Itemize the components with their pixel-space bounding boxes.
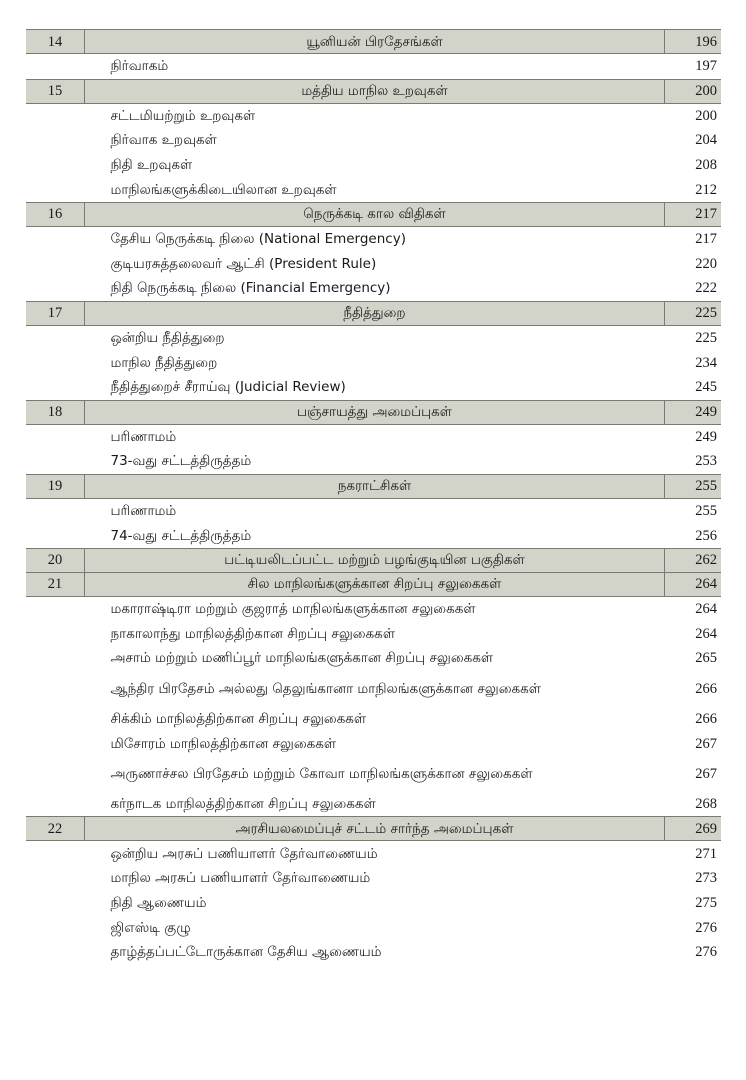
page-number: 200 bbox=[695, 107, 717, 124]
section-title: தாழ்த்தப்பட்டோருக்கான தேசிய ஆணையம் bbox=[110, 944, 382, 961]
section-row bbox=[26, 375, 721, 400]
section-title: பரிணாமம் bbox=[110, 503, 177, 520]
chapter-number: 17 bbox=[26, 301, 85, 325]
chapter-number: 22 bbox=[26, 817, 85, 841]
chapter-number: 19 bbox=[26, 474, 85, 498]
chapter-row bbox=[26, 817, 721, 841]
chapter-title: நெருக்கடி கால விதிகள் bbox=[85, 202, 665, 226]
chapter-number: 18 bbox=[26, 400, 85, 424]
page-number: 200 bbox=[665, 79, 722, 103]
section-row bbox=[26, 54, 721, 80]
section-title: நிதி ஆணையம் bbox=[110, 894, 207, 911]
section-row bbox=[26, 350, 721, 375]
page-number: 256 bbox=[695, 527, 717, 544]
page-number: 266 bbox=[695, 710, 717, 727]
chapter-number: 15 bbox=[26, 79, 85, 103]
section-row bbox=[26, 523, 721, 548]
page-number: 255 bbox=[665, 474, 722, 498]
section-title: நிதி நெருக்கடி நிலை (Financial Emergency) bbox=[110, 280, 391, 297]
section-title: நாகாலாந்து மாநிலத்திற்கான சிறப்பு சலுகைகள் bbox=[110, 625, 395, 642]
section-title: மாநில அரசுப் பணியாளர் தேர்வாணையம் bbox=[110, 870, 371, 887]
chapter-row bbox=[26, 30, 721, 54]
chapter-number bbox=[26, 866, 85, 891]
chapter-number bbox=[26, 375, 85, 400]
page-number: 225 bbox=[665, 301, 722, 325]
section-title: சட்டமியற்றும் உறவுகள் bbox=[110, 107, 256, 124]
chapter-number bbox=[26, 226, 85, 251]
chapter-number bbox=[26, 325, 85, 350]
chapter-number bbox=[26, 153, 85, 178]
section-row bbox=[26, 449, 721, 474]
section-row bbox=[26, 128, 721, 153]
chapter-number bbox=[26, 707, 85, 732]
page-number: 269 bbox=[665, 817, 722, 841]
chapter-number bbox=[26, 498, 85, 523]
chapter-number: 16 bbox=[26, 202, 85, 226]
table-of-contents bbox=[26, 29, 721, 964]
page-number: 273 bbox=[695, 870, 717, 887]
section-title: அசாம் மற்றும் மணிப்பூர் மாநிலங்களுக்கான சிறப்பு சலுகைகள் bbox=[110, 650, 494, 667]
chapter-number: 20 bbox=[26, 548, 85, 572]
page-number: 268 bbox=[695, 796, 717, 813]
chapter-row bbox=[26, 474, 721, 498]
chapter-number bbox=[26, 646, 85, 671]
page-number: 255 bbox=[695, 503, 717, 520]
chapter-number bbox=[26, 103, 85, 128]
section-title: நிதி உறவுகள் bbox=[110, 157, 193, 174]
chapter-number bbox=[26, 671, 85, 707]
section-row bbox=[26, 177, 721, 202]
section-row bbox=[26, 646, 721, 671]
chapter-number: 21 bbox=[26, 572, 85, 596]
page-number: 222 bbox=[695, 280, 717, 297]
page-number: 271 bbox=[695, 845, 717, 862]
page-number: 204 bbox=[695, 132, 717, 149]
section-row bbox=[26, 841, 721, 866]
page-number: 267 bbox=[695, 765, 717, 782]
page-number: 245 bbox=[695, 379, 717, 396]
section-row bbox=[26, 866, 721, 891]
page-number: 208 bbox=[695, 157, 717, 174]
page-number: 234 bbox=[695, 354, 717, 371]
chapter-title: யூனியன் பிரதேசங்கள் bbox=[85, 30, 665, 54]
page-number: 249 bbox=[665, 400, 722, 424]
section-title: 74-வது சட்டத்திருத்தம் bbox=[110, 527, 252, 544]
section-row bbox=[26, 252, 721, 277]
chapter-row bbox=[26, 572, 721, 596]
page-number: 276 bbox=[695, 944, 717, 961]
chapter-number bbox=[26, 915, 85, 940]
section-title: மாநிலங்களுக்கிடையிலான உறவுகள் bbox=[110, 181, 337, 198]
chapter-title: நீதித்துறை bbox=[85, 301, 665, 325]
section-row bbox=[26, 424, 721, 449]
chapter-number: 14 bbox=[26, 30, 85, 54]
chapter-number bbox=[26, 596, 85, 621]
page-number: 253 bbox=[695, 453, 717, 470]
chapter-number bbox=[26, 276, 85, 301]
chapter-row bbox=[26, 79, 721, 103]
section-title: மகாராஷ்டிரா மற்றும் குஜராத் மாநிலங்களுக்கான சலுகைகள் bbox=[110, 601, 476, 618]
page-number: 266 bbox=[695, 680, 717, 697]
section-title: குடியரசுத்தலைவர் ஆட்சி (President Rule) bbox=[110, 255, 377, 272]
chapter-title: சில மாநிலங்களுக்கான சிறப்பு சலுகைகள் bbox=[85, 572, 665, 596]
chapter-number bbox=[26, 424, 85, 449]
section-title: ஆந்திர பிரதேசம் அல்லது தெலுங்கானா மாநிலங்களுக்கான சலுகைகள் bbox=[110, 680, 541, 697]
page-number: 264 bbox=[695, 601, 717, 618]
section-row bbox=[26, 103, 721, 128]
page-number: 220 bbox=[695, 255, 717, 272]
page-number: 212 bbox=[695, 181, 717, 198]
section-title: ஒன்றிய அரசுப் பணியாளர் தேர்வாணையம் bbox=[110, 845, 378, 862]
chapter-number bbox=[26, 940, 85, 965]
chapter-title: அரசியலமைப்புச் சட்டம் சார்ந்த அமைப்புகள் bbox=[85, 817, 665, 841]
page-number: 249 bbox=[695, 428, 717, 445]
section-row bbox=[26, 891, 721, 916]
section-title: நீதித்துறைச் சீராய்வு (Judicial Review) bbox=[110, 379, 346, 396]
section-row bbox=[26, 731, 721, 756]
section-row bbox=[26, 792, 721, 817]
chapter-row bbox=[26, 548, 721, 572]
section-title: மாநில நீதித்துறை bbox=[110, 354, 218, 371]
chapter-row bbox=[26, 202, 721, 226]
chapter-number bbox=[26, 891, 85, 916]
chapter-number bbox=[26, 449, 85, 474]
section-row bbox=[26, 671, 721, 707]
section-title: அருணாச்சல பிரதேசம் மற்றும் கோவா மாநிலங்களுக்கான சலுகைகள் bbox=[110, 765, 533, 782]
page-number: 196 bbox=[665, 30, 722, 54]
chapter-row bbox=[26, 400, 721, 424]
page-number: 225 bbox=[695, 330, 717, 347]
chapter-number bbox=[26, 523, 85, 548]
section-row bbox=[26, 596, 721, 621]
chapter-number bbox=[26, 792, 85, 817]
page-number: 264 bbox=[665, 572, 722, 596]
section-title: நிர்வாகம் bbox=[110, 58, 169, 75]
section-title: ஒன்றிய நீதித்துறை bbox=[110, 330, 225, 347]
chapter-number bbox=[26, 177, 85, 202]
section-row bbox=[26, 622, 721, 647]
section-title: கர்நாடக மாநிலத்திற்கான சிறப்பு சலுகைகள் bbox=[110, 796, 376, 813]
section-row bbox=[26, 940, 721, 965]
chapter-number bbox=[26, 841, 85, 866]
chapter-title: நகராட்சிகள் bbox=[85, 474, 665, 498]
section-row bbox=[26, 276, 721, 301]
section-row bbox=[26, 226, 721, 251]
chapter-number bbox=[26, 350, 85, 375]
chapter-title: பஞ்சாயத்து அமைப்புகள் bbox=[85, 400, 665, 424]
section-title: தேசிய நெருக்கடி நிலை (National Emergency) bbox=[110, 231, 406, 248]
chapter-title: பட்டியலிடப்பட்ட மற்றும் பழங்குடியின பகுதிகள் bbox=[85, 548, 665, 572]
page-number: 197 bbox=[695, 58, 717, 75]
chapter-row bbox=[26, 301, 721, 325]
chapter-number bbox=[26, 731, 85, 756]
section-row bbox=[26, 915, 721, 940]
page-number: 217 bbox=[695, 231, 717, 248]
section-title: நிர்வாக உறவுகள் bbox=[110, 132, 217, 149]
section-row bbox=[26, 153, 721, 178]
section-row bbox=[26, 498, 721, 523]
section-title: சிக்கிம் மாநிலத்திற்கான சிறப்பு சலுகைகள் bbox=[110, 710, 367, 727]
section-title: பரிணாமம் bbox=[110, 428, 177, 445]
chapter-number bbox=[26, 622, 85, 647]
page-number: 265 bbox=[695, 650, 717, 667]
page-number: 217 bbox=[665, 202, 722, 226]
section-title: 73-வது சட்டத்திருத்தம் bbox=[110, 453, 252, 470]
page-number: 262 bbox=[665, 548, 722, 572]
section-row bbox=[26, 756, 721, 792]
chapter-title: மத்திய மாநில உறவுகள் bbox=[85, 79, 665, 103]
chapter-number bbox=[26, 54, 85, 80]
page-number: 276 bbox=[695, 919, 717, 936]
chapter-number bbox=[26, 252, 85, 277]
section-title: ஜிஎஸ்டி குழு bbox=[110, 919, 191, 936]
chapter-number bbox=[26, 756, 85, 792]
section-title: மிசோரம் மாநிலத்திற்கான சலுகைகள் bbox=[110, 735, 337, 752]
page-number: 267 bbox=[695, 735, 717, 752]
section-row bbox=[26, 325, 721, 350]
section-row bbox=[26, 707, 721, 732]
page-number: 264 bbox=[695, 625, 717, 642]
chapter-number bbox=[26, 128, 85, 153]
page-number: 275 bbox=[695, 894, 717, 911]
